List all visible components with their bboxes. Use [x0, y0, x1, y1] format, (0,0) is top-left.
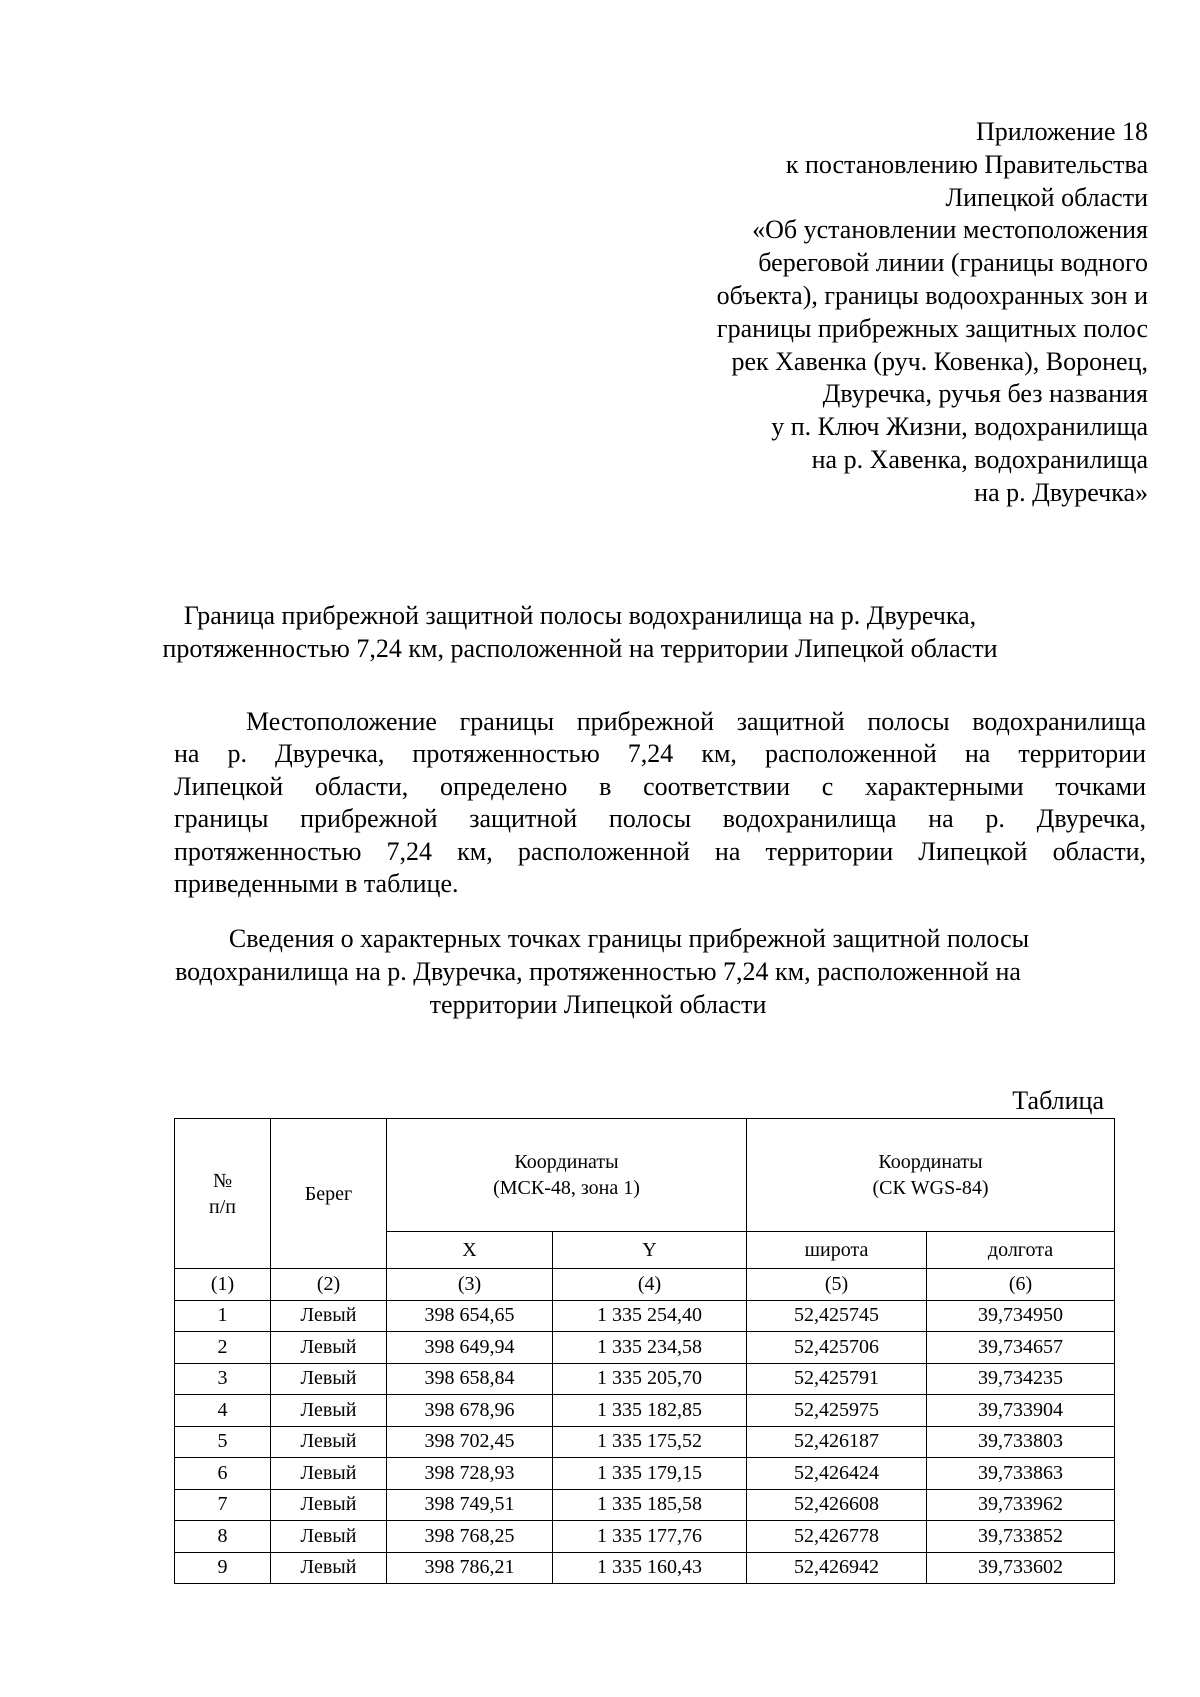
- table-row: [175, 1395, 1115, 1427]
- table-title-line: территории Липецкой области: [429, 990, 767, 1019]
- appendix-line: объекта), границы водоохранных зон и: [716, 280, 1148, 310]
- cell-longitude: 39,733852: [927, 1521, 1115, 1553]
- cell-latitude: 52,426187: [747, 1426, 927, 1458]
- header-msk-line2: (МСК-48, зона 1): [493, 1177, 640, 1199]
- appendix-line: рек Хавенка (руч. Ковенка), Воронец,: [731, 346, 1148, 376]
- table-row: [175, 1363, 1115, 1395]
- cell-latitude: 52,425745: [747, 1300, 927, 1332]
- cell-latitude: 52,425706: [747, 1332, 927, 1364]
- table-row: [175, 1300, 1115, 1332]
- appendix-line: границы прибрежных защитных полос: [716, 313, 1148, 343]
- cell-latitude: 52,426608: [747, 1489, 927, 1521]
- appendix-line: Липецкой области: [945, 182, 1148, 212]
- table-row: [175, 1552, 1115, 1584]
- cell-longitude: 39,733863: [927, 1458, 1115, 1490]
- paragraph-line: Липецкой области, определено в соответствии с характерными точками: [174, 771, 1146, 801]
- paragraph-line: на р. Двуречка, протяженностью 7,24 км, расположенной на территории: [174, 739, 1146, 769]
- cell-y: 1 335 234,58: [553, 1332, 747, 1364]
- cell-longitude: 39,733803: [927, 1426, 1115, 1458]
- table-row: [175, 1521, 1115, 1553]
- paragraph-line: протяженностью 7,24 км, расположенной на территории Липецкой области,: [174, 836, 1146, 866]
- cell-number: 5: [175, 1426, 271, 1458]
- cell-bank: Левый: [271, 1300, 387, 1332]
- table-row: [175, 1458, 1115, 1490]
- column-number: (6): [927, 1269, 1115, 1301]
- cell-y: 1 335 179,15: [553, 1458, 747, 1490]
- cell-bank: Левый: [271, 1426, 387, 1458]
- header-msk-line1: Координаты: [514, 1151, 619, 1173]
- cell-y: 1 335 254,40: [553, 1300, 747, 1332]
- cell-longitude: 39,733962: [927, 1489, 1115, 1521]
- cell-longitude: 39,733904: [927, 1395, 1115, 1427]
- cell-number: 6: [175, 1458, 271, 1490]
- header-wgs-line2: (СК WGS-84): [872, 1177, 989, 1199]
- column-number-row: [175, 1269, 1115, 1301]
- table-title-line: Сведения о характерных точках границы прибрежной защитной полосы: [228, 924, 1030, 953]
- header-wgs-line1: Координаты: [878, 1151, 983, 1173]
- header-number: [175, 1119, 271, 1269]
- cell-x: 398 728,93: [387, 1458, 553, 1490]
- table-row: [175, 1426, 1115, 1458]
- appendix-line: на р. Двуречка»: [974, 477, 1148, 507]
- cell-x: 398 654,65: [387, 1300, 553, 1332]
- cell-bank: Левый: [271, 1363, 387, 1395]
- cell-number: 2: [175, 1332, 271, 1364]
- heading-line: протяженностью 7,24 км, расположенной на территории Липецкой области: [162, 633, 998, 663]
- cell-longitude: 39,733602: [927, 1552, 1115, 1584]
- appendix-line: к постановлению Правительства: [785, 149, 1148, 179]
- header-number-line2: п/п: [209, 1195, 236, 1218]
- cell-x: 398 658,84: [387, 1363, 553, 1395]
- table-title: [150, 922, 1046, 1021]
- cell-latitude: 52,425975: [747, 1395, 927, 1427]
- cell-longitude: 39,734950: [927, 1300, 1115, 1332]
- cell-y: 1 335 205,70: [553, 1363, 747, 1395]
- table-row: [175, 1489, 1115, 1521]
- cell-number: 4: [175, 1395, 271, 1427]
- appendix-line: у п. Ключ Жизни, водохранилища: [771, 412, 1148, 442]
- header-longitude: долгота: [927, 1232, 1115, 1269]
- header-msk-coordinates: [387, 1119, 747, 1232]
- table-label: Таблица: [1012, 1086, 1104, 1115]
- cell-number: 9: [175, 1552, 271, 1584]
- table-title-line: водохранилища на р. Двуречка, протяженностью 7,24 км, расположенной на: [175, 957, 1021, 986]
- paragraph-line: Местоположение границы прибрежной защитной полосы водохранилища: [246, 707, 1146, 736]
- header-number-line1: №: [212, 1169, 233, 1192]
- paragraph-line: границы прибрежной защитной полосы водохранилища на р. Двуречка,: [174, 804, 1146, 834]
- cell-bank: Левый: [271, 1489, 387, 1521]
- cell-x: 398 678,96: [387, 1395, 553, 1427]
- cell-longitude: 39,734657: [927, 1332, 1115, 1364]
- paragraph-line: приведенными в таблице.: [174, 868, 459, 898]
- appendix-line: береговой линии (границы водного: [758, 248, 1148, 278]
- cell-y: 1 335 160,43: [553, 1552, 747, 1584]
- cell-number: 1: [175, 1300, 271, 1332]
- appendix-line: Приложение 18: [975, 117, 1148, 146]
- cell-longitude: 39,734235: [927, 1363, 1115, 1395]
- cell-bank: Левый: [271, 1552, 387, 1584]
- header-bank: Берег: [271, 1119, 387, 1269]
- cell-bank: Левый: [271, 1458, 387, 1490]
- table-row: [175, 1332, 1115, 1364]
- cell-x: 398 768,25: [387, 1521, 553, 1553]
- cell-x: 398 702,45: [387, 1426, 553, 1458]
- cell-y: 1 335 182,85: [553, 1395, 747, 1427]
- header-latitude: широта: [747, 1232, 927, 1269]
- appendix-line: на р. Хавенка, водохранилища: [811, 444, 1148, 474]
- cell-x: 398 749,51: [387, 1489, 553, 1521]
- cell-x: 398 649,94: [387, 1332, 553, 1364]
- column-number: (2): [271, 1269, 387, 1301]
- cell-bank: Левый: [271, 1395, 387, 1427]
- column-number: (5): [747, 1269, 927, 1301]
- cell-y: 1 335 177,76: [553, 1521, 747, 1553]
- header-y: Y: [553, 1232, 747, 1269]
- cell-latitude: 52,426424: [747, 1458, 927, 1490]
- header-wgs-coordinates: [747, 1119, 1115, 1232]
- cell-number: 3: [175, 1363, 271, 1395]
- cell-bank: Левый: [271, 1332, 387, 1364]
- cell-latitude: 52,426942: [747, 1552, 927, 1584]
- cell-latitude: 52,425791: [747, 1363, 927, 1395]
- header-x: X: [387, 1232, 553, 1269]
- column-number: (3): [387, 1269, 553, 1301]
- heading-line: Граница прибрежной защитной полосы водохранилища на р. Двуречка,: [183, 601, 977, 630]
- appendix-reference: [628, 116, 1148, 510]
- cell-x: 398 786,21: [387, 1552, 553, 1584]
- cell-bank: Левый: [271, 1521, 387, 1553]
- document-heading: [150, 600, 1010, 665]
- cell-y: 1 335 185,58: [553, 1489, 747, 1521]
- cell-number: 8: [175, 1521, 271, 1553]
- column-number: (1): [175, 1269, 271, 1301]
- cell-y: 1 335 175,52: [553, 1426, 747, 1458]
- column-number: (4): [553, 1269, 747, 1301]
- appendix-line: «Об установлении местоположения: [752, 215, 1148, 245]
- cell-latitude: 52,426778: [747, 1521, 927, 1553]
- body-paragraph: [174, 706, 1146, 900]
- cell-number: 7: [175, 1489, 271, 1521]
- appendix-line: Двуречка, ручья без названия: [822, 379, 1148, 409]
- coordinates-table: [174, 1118, 1115, 1584]
